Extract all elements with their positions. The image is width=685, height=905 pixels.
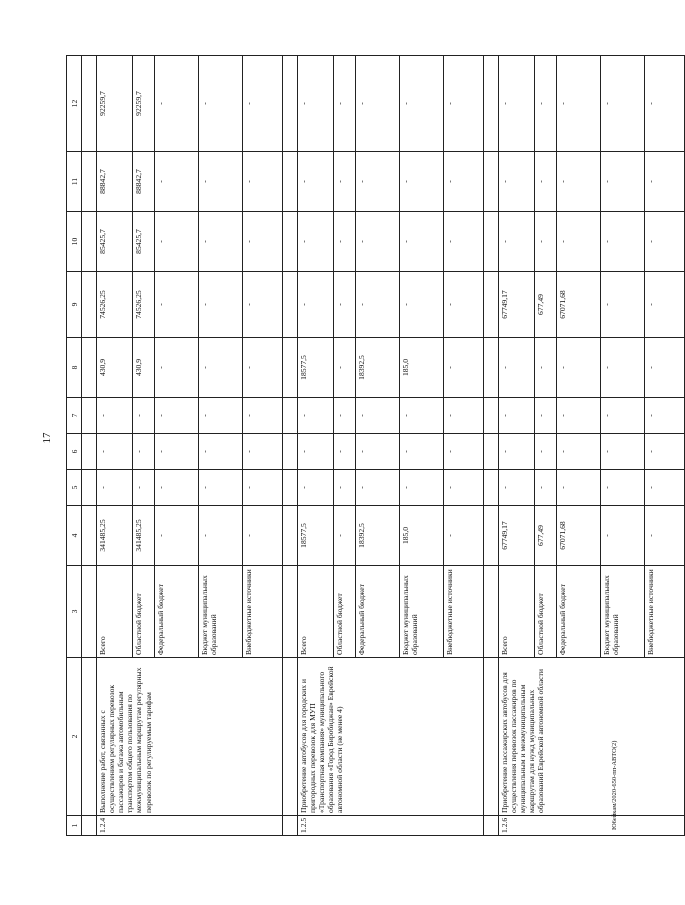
funding-source: Бюджет муниципальных образований	[199, 566, 243, 658]
value-cell-c9: -	[601, 272, 645, 338]
value-cell-c9: 67071,68	[557, 272, 601, 338]
value-cell-c11: -	[334, 152, 356, 212]
value-cell-c12: -	[400, 56, 444, 152]
value-cell-c8: -	[645, 338, 685, 398]
value-cell-c7: -	[199, 398, 243, 434]
header-cell-4: 4	[67, 506, 82, 566]
value-cell-c12: -	[334, 56, 356, 152]
value-cell-c9: 67749,17	[499, 272, 535, 338]
funding-source: Всего	[298, 566, 334, 658]
funding-source: Бюджет муниципальных образований	[601, 566, 645, 658]
spacer-cell	[82, 470, 97, 506]
funding-source: Всего	[97, 566, 133, 658]
budget-table	[66, 55, 685, 836]
value-cell-c12: -	[645, 56, 685, 152]
value-cell-c12: 92259,7	[97, 56, 133, 152]
header-cell-12: 12	[67, 56, 82, 152]
spacer-cell	[82, 658, 97, 816]
item-name: Приобретение автобусов для городских и пригородных перевозок для МУП «Транспортная компания» муниципального образования «Город Биробиджан» Еврейской автономной области (не менее 4)	[298, 658, 484, 816]
value-cell-c4: -	[601, 506, 645, 566]
value-cell-c7: -	[535, 398, 557, 434]
spacer-cell	[283, 506, 298, 566]
value-cell-c11: -	[298, 152, 334, 212]
value-cell-c7: -	[334, 398, 356, 434]
value-cell-c6: -	[535, 434, 557, 470]
value-cell-c6: -	[199, 434, 243, 470]
spacer-cell	[82, 212, 97, 272]
value-cell-c5: -	[356, 470, 400, 506]
value-cell-c10: -	[499, 212, 535, 272]
spacer-cell	[484, 434, 499, 470]
value-cell-c12: -	[199, 56, 243, 152]
value-cell-c5: -	[298, 470, 334, 506]
value-cell-c8: -	[557, 338, 601, 398]
header-cell-6: 6	[67, 434, 82, 470]
value-cell-c7: -	[499, 398, 535, 434]
value-cell-c8: -	[155, 338, 199, 398]
value-cell-c10: 85425,7	[97, 212, 133, 272]
item-number: 1.2.6	[499, 816, 685, 836]
spacer-cell	[484, 566, 499, 658]
value-cell-c11: -	[557, 152, 601, 212]
value-cell-c12: -	[356, 56, 400, 152]
value-cell-c4: 18577,5	[298, 506, 334, 566]
value-cell-c7: -	[557, 398, 601, 434]
value-cell-c5: -	[97, 470, 133, 506]
funding-source: Внебюджетные источники	[645, 566, 685, 658]
header-cell-8: 8	[67, 338, 82, 398]
value-cell-c10: -	[356, 212, 400, 272]
value-cell-c6: -	[601, 434, 645, 470]
value-cell-c9: 74526,25	[97, 272, 133, 338]
value-cell-c6: -	[645, 434, 685, 470]
value-cell-c6: -	[499, 434, 535, 470]
funding-source: Внебюджетные источники	[243, 566, 283, 658]
value-cell-c5: -	[557, 470, 601, 506]
value-cell-c5: -	[499, 470, 535, 506]
value-cell-c10: -	[557, 212, 601, 272]
value-cell-c5: -	[444, 470, 484, 506]
value-cell-c4: 67749,17	[499, 506, 535, 566]
value-cell-c10: -	[199, 212, 243, 272]
spacer-cell	[82, 816, 97, 836]
spacer-cell	[283, 658, 298, 816]
header-cell-3: 3	[67, 566, 82, 658]
value-cell-c7: -	[133, 398, 155, 434]
spacer-cell	[484, 272, 499, 338]
value-cell-c11: -	[645, 152, 685, 212]
value-cell-c6: -	[97, 434, 133, 470]
value-cell-c10: -	[535, 212, 557, 272]
value-cell-c10: -	[155, 212, 199, 272]
value-cell-c5: -	[133, 470, 155, 506]
value-cell-c4: 67071,68	[557, 506, 601, 566]
value-cell-c4: -	[334, 506, 356, 566]
value-cell-c7: -	[97, 398, 133, 434]
header-cell-5: 5	[67, 470, 82, 506]
spacer-cell	[484, 506, 499, 566]
value-cell-c4: -	[645, 506, 685, 566]
spacer-cell	[82, 152, 97, 212]
value-cell-c4: -	[444, 506, 484, 566]
value-cell-c7: -	[601, 398, 645, 434]
funding-source: Областной бюджет	[535, 566, 557, 658]
value-cell-c9: -	[298, 272, 334, 338]
value-cell-c11: -	[535, 152, 557, 212]
value-cell-c8: -	[334, 338, 356, 398]
value-cell-c12: -	[155, 56, 199, 152]
value-cell-c12: -	[499, 56, 535, 152]
spacer-cell	[82, 434, 97, 470]
item-number: 1.2.5	[298, 816, 484, 836]
value-cell-c8: -	[499, 338, 535, 398]
value-cell-c8: -	[199, 338, 243, 398]
spacer-cell	[484, 658, 499, 816]
value-cell-c11: -	[444, 152, 484, 212]
table-row	[298, 56, 334, 836]
value-cell-c12: -	[298, 56, 334, 152]
value-cell-c8: -	[535, 338, 557, 398]
spacer-cell	[283, 338, 298, 398]
value-cell-c4: -	[243, 506, 283, 566]
item-name: Выполнение работ, связанных с осуществлением регулярных перевозок пассажиров и багажа автомобильным транспортом общего пользования по межмуниципальным маршрутам регулярных перевозок по регулируемым тарифам	[97, 658, 283, 816]
value-cell-c9: -	[356, 272, 400, 338]
spacer-cell	[82, 56, 97, 152]
value-cell-c10: -	[601, 212, 645, 272]
header-cell-1: 1	[67, 816, 82, 836]
value-cell-c7: -	[298, 398, 334, 434]
value-cell-c10: -	[400, 212, 444, 272]
funding-source: Федеральный бюджет	[356, 566, 400, 658]
footer-reference-text: Ю6ейкам/2020-650-пп-АВТО(2)	[611, 740, 618, 830]
table-row	[97, 56, 133, 836]
value-cell-c7: -	[155, 398, 199, 434]
value-cell-c11: 88842,7	[97, 152, 133, 212]
value-cell-c8: -	[444, 338, 484, 398]
funding-source: Всего	[499, 566, 535, 658]
value-cell-c6: -	[334, 434, 356, 470]
value-cell-c4: 677,49	[535, 506, 557, 566]
header-cell-9: 9	[67, 272, 82, 338]
spacer-row	[283, 56, 298, 836]
value-cell-c8: -	[601, 338, 645, 398]
table-row	[499, 56, 535, 836]
spacer-cell	[484, 816, 499, 836]
value-cell-c4: 341485,25	[133, 506, 155, 566]
header-row	[67, 56, 82, 836]
spacer-cell	[82, 566, 97, 658]
funding-source: Областной бюджет	[133, 566, 155, 658]
value-cell-c6: -	[243, 434, 283, 470]
value-cell-c10: -	[444, 212, 484, 272]
value-cell-c5: -	[334, 470, 356, 506]
value-cell-c10: -	[298, 212, 334, 272]
value-cell-c8: -	[243, 338, 283, 398]
funding-source: Бюджет муниципальных образований	[400, 566, 444, 658]
value-cell-c11: -	[400, 152, 444, 212]
value-cell-c5: -	[199, 470, 243, 506]
value-cell-c11: -	[499, 152, 535, 212]
value-cell-c5: -	[535, 470, 557, 506]
value-cell-c9: 74526,25	[133, 272, 155, 338]
value-cell-c9: -	[645, 272, 685, 338]
value-cell-c6: -	[400, 434, 444, 470]
value-cell-c11: -	[601, 152, 645, 212]
value-cell-c4: 18392,5	[356, 506, 400, 566]
value-cell-c4: 185,0	[400, 506, 444, 566]
spacer-cell	[283, 434, 298, 470]
value-cell-c5: -	[645, 470, 685, 506]
spacer-cell	[283, 470, 298, 506]
page-number: 17	[41, 432, 53, 444]
value-cell-c12: -	[444, 56, 484, 152]
value-cell-c9: -	[199, 272, 243, 338]
item-number: 1.2.4	[97, 816, 283, 836]
value-cell-c8: 18577,5	[298, 338, 334, 398]
value-cell-c9: -	[334, 272, 356, 338]
funding-source: Внебюджетные источники	[444, 566, 484, 658]
value-cell-c9: -	[155, 272, 199, 338]
spacer-cell	[283, 212, 298, 272]
value-cell-c6: -	[155, 434, 199, 470]
value-cell-c6: -	[356, 434, 400, 470]
value-cell-c8: 18392,5	[356, 338, 400, 398]
value-cell-c8: 185,0	[400, 338, 444, 398]
value-cell-c11: -	[243, 152, 283, 212]
value-cell-c5: -	[400, 470, 444, 506]
value-cell-c6: -	[133, 434, 155, 470]
value-cell-c12: -	[601, 56, 645, 152]
value-cell-c6: -	[557, 434, 601, 470]
value-cell-c5: -	[601, 470, 645, 506]
spacer-cell	[82, 272, 97, 338]
spacer-cell	[484, 470, 499, 506]
value-cell-c7: -	[243, 398, 283, 434]
value-cell-c12: -	[557, 56, 601, 152]
spacer-cell	[82, 506, 97, 566]
spacer-row	[484, 56, 499, 836]
value-cell-c8: 430,9	[97, 338, 133, 398]
header-cell-10: 10	[67, 212, 82, 272]
spacer-cell	[484, 398, 499, 434]
spacer-cell	[283, 816, 298, 836]
value-cell-c7: -	[356, 398, 400, 434]
value-cell-c7: -	[444, 398, 484, 434]
value-cell-c11: -	[356, 152, 400, 212]
value-cell-c11: 88842,7	[133, 152, 155, 212]
value-cell-c12: 92259,7	[133, 56, 155, 152]
value-cell-c5: -	[155, 470, 199, 506]
item-name: Приобретение пассажирских автобусов для осуществления перевозок пассажиров по муниципальным и межмуниципальным маршрутам для нужд муниципальных образований Еврейской автономной области	[499, 658, 685, 816]
spacer-cell	[484, 212, 499, 272]
value-cell-c7: -	[400, 398, 444, 434]
spacer-row	[82, 56, 97, 836]
value-cell-c10: 85425,7	[133, 212, 155, 272]
spacer-cell	[283, 398, 298, 434]
value-cell-c4: 341485,25	[97, 506, 133, 566]
header-cell-11: 11	[67, 152, 82, 212]
spacer-cell	[484, 338, 499, 398]
value-cell-c10: -	[645, 212, 685, 272]
spacer-cell	[484, 152, 499, 212]
value-cell-c5: -	[243, 470, 283, 506]
value-cell-c6: -	[298, 434, 334, 470]
spacer-cell	[283, 272, 298, 338]
spacer-cell	[484, 56, 499, 152]
value-cell-c8: 430,9	[133, 338, 155, 398]
funding-source: Федеральный бюджет	[155, 566, 199, 658]
value-cell-c9: 677,49	[535, 272, 557, 338]
funding-source: Областной бюджет	[334, 566, 356, 658]
value-cell-c4: -	[199, 506, 243, 566]
spacer-cell	[82, 398, 97, 434]
spacer-cell	[283, 56, 298, 152]
value-cell-c10: -	[334, 212, 356, 272]
value-cell-c9: -	[243, 272, 283, 338]
value-cell-c11: -	[155, 152, 199, 212]
spacer-cell	[283, 566, 298, 658]
value-cell-c4: -	[155, 506, 199, 566]
value-cell-c9: -	[444, 272, 484, 338]
header-cell-2: 2	[67, 658, 82, 816]
value-cell-c11: -	[199, 152, 243, 212]
value-cell-c12: -	[243, 56, 283, 152]
spacer-cell	[82, 338, 97, 398]
value-cell-c6: -	[444, 434, 484, 470]
value-cell-c9: -	[400, 272, 444, 338]
spacer-cell	[283, 152, 298, 212]
value-cell-c10: -	[243, 212, 283, 272]
value-cell-c7: -	[645, 398, 685, 434]
header-cell-7: 7	[67, 398, 82, 434]
funding-source: Федеральный бюджет	[557, 566, 601, 658]
value-cell-c12: -	[535, 56, 557, 152]
